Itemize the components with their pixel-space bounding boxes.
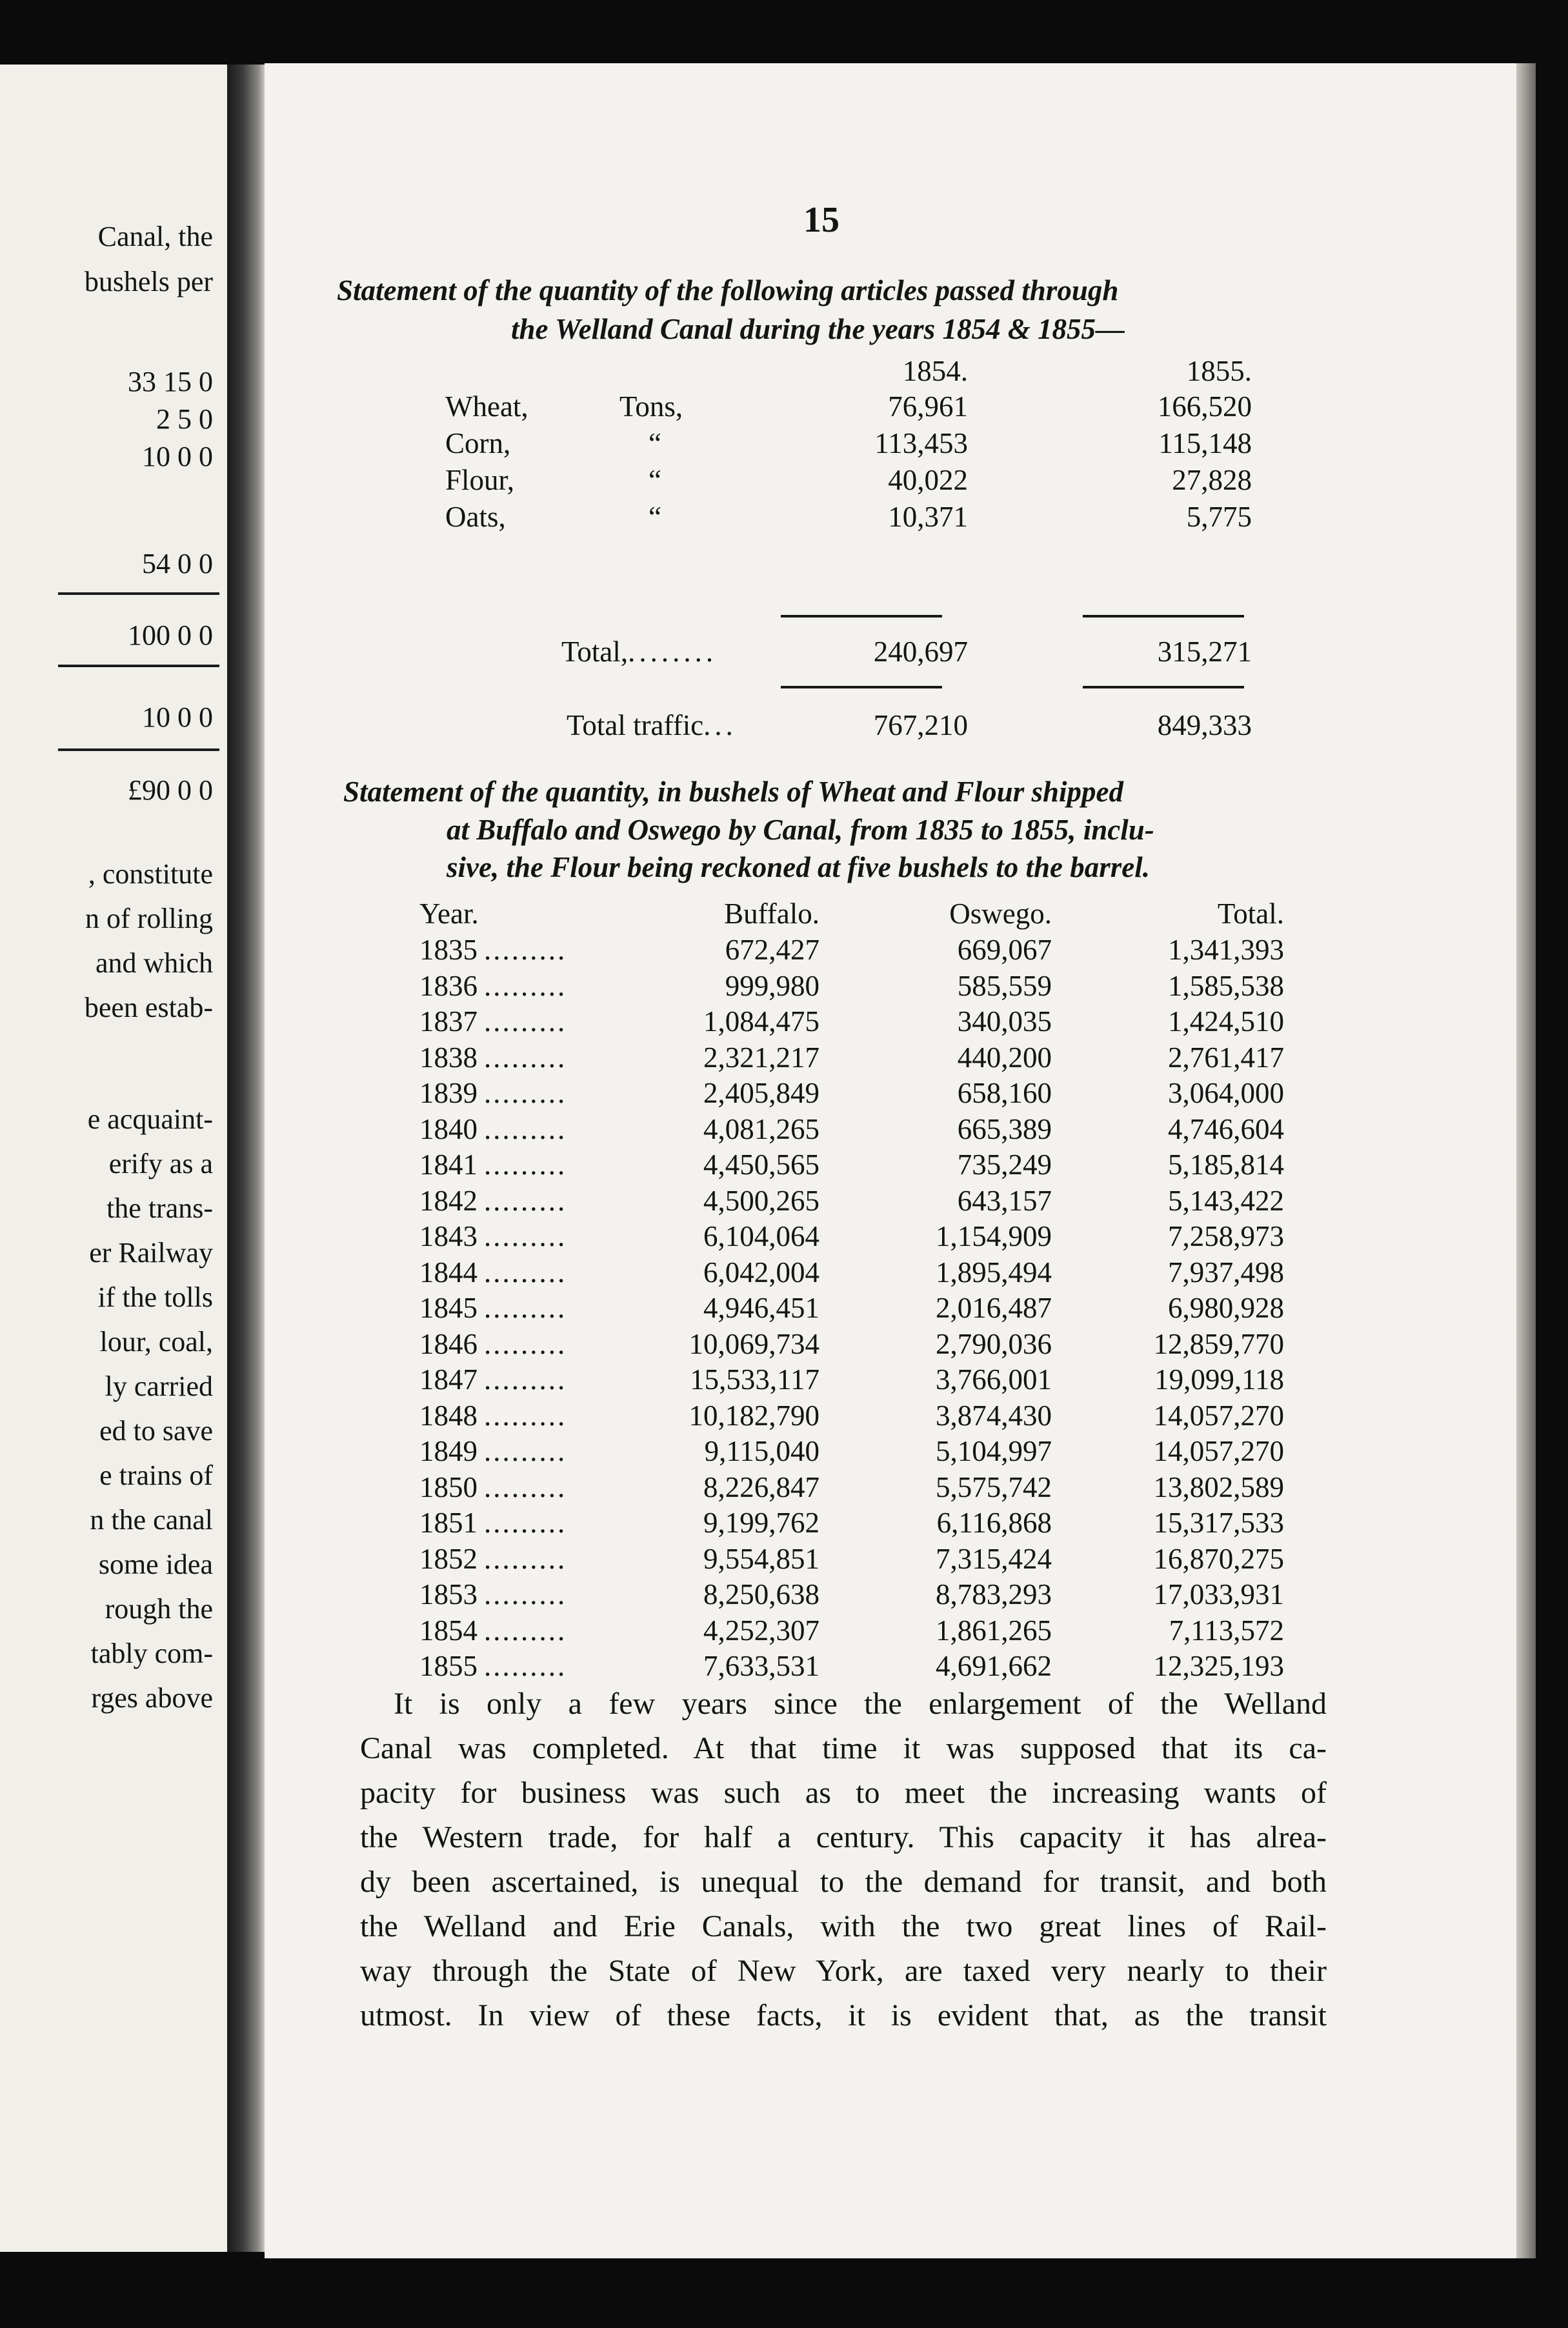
table-row (419, 1437, 1284, 1472)
row-buffalo: 7,633,531 (703, 1650, 819, 1682)
row-buffalo: 4,450,565 (703, 1149, 819, 1181)
leader-dots: ......... (484, 1542, 567, 1575)
row-oswego: 8,783,293 (936, 1578, 1052, 1611)
article-name: Corn, (445, 427, 511, 459)
row-buffalo: 8,250,638 (703, 1578, 819, 1611)
row-oswego: 2,790,036 (936, 1327, 1052, 1360)
row-oswego: 585,559 (957, 969, 1052, 1002)
leader-dots: ......... (484, 1435, 567, 1467)
row-buffalo: 15,533,117 (690, 1363, 819, 1396)
col-1854-header: 1854. (902, 355, 968, 387)
row-total: 1,424,510 (1168, 1005, 1284, 1038)
col-1855-header: 1855. (1186, 355, 1252, 387)
table-row (419, 1470, 1284, 1508)
row-total: 15,317,533 (1153, 1507, 1284, 1539)
table-row (419, 1401, 1284, 1436)
leader-dots: ......... (484, 1399, 567, 1432)
leader-dots: ......... (484, 1041, 567, 1074)
leader-dots: ......... (484, 1327, 567, 1360)
left-page-line: 100 0 0 (128, 619, 213, 651)
buffalo-heading-line-2: at Buffalo and Oswego by Canal, from 1835 to 1855, inclu- (447, 814, 1154, 846)
left-page-line: 54 0 0 (142, 548, 213, 579)
row-year: 1854 (419, 1614, 477, 1647)
row-total: 2,761,417 (1168, 1041, 1284, 1074)
row-buffalo: 10,069,734 (689, 1327, 819, 1360)
leader-dots: ......... (484, 1507, 567, 1539)
left-page-rule (58, 665, 219, 667)
table-row (419, 1112, 1284, 1150)
row-buffalo: 9,554,851 (703, 1542, 819, 1575)
row-year: 1848 (419, 1399, 477, 1432)
row-year: 1855 (419, 1650, 477, 1682)
row-year: 1837 (419, 1005, 477, 1038)
left-page-line: e trains of (99, 1460, 213, 1491)
left-page-line: 10 0 0 (142, 701, 213, 733)
row-year: 1836 (419, 969, 477, 1002)
row-total: 16,870,275 (1153, 1542, 1284, 1575)
left-page-line: Canal, the (97, 221, 213, 252)
welland-heading-line-1: Statement of the quantity of the following articles passed through (337, 274, 1119, 306)
previous-page-fragment (0, 65, 236, 2252)
left-page-line: n of rolling (85, 903, 213, 934)
article-name: Flour, (445, 464, 514, 496)
row-buffalo: 4,081,265 (703, 1112, 819, 1145)
value-1855: 5,775 (1186, 501, 1252, 533)
leader-dots: ......... (484, 1578, 567, 1611)
table-row (419, 969, 1284, 1007)
row-oswego: 3,766,001 (936, 1363, 1052, 1396)
article-name: Oats, (445, 501, 506, 533)
row-buffalo: 4,252,307 (703, 1614, 819, 1647)
page-edge (1516, 63, 1536, 2258)
row-buffalo: 4,500,265 (703, 1184, 819, 1217)
header-total: Total. (1217, 898, 1284, 930)
table-row (419, 1580, 1284, 1615)
row-oswego: 1,154,909 (936, 1220, 1052, 1252)
article-name: Wheat, (445, 390, 528, 423)
row-total: 17,033,931 (1153, 1578, 1284, 1611)
paragraph-line: Canal was completed. At that time it was supposed that its ca- (360, 1731, 1327, 1765)
leader-dots: ......... (484, 1077, 567, 1109)
value-1854: 76,961 (888, 390, 968, 423)
row-year: 1842 (419, 1184, 477, 1217)
row-buffalo: 10,182,790 (689, 1399, 819, 1432)
leader-dots: ......... (484, 1650, 567, 1682)
row-year: 1850 (419, 1470, 477, 1503)
header-oswego: Oswego. (949, 898, 1052, 930)
left-page-line: some idea (98, 1549, 213, 1580)
left-page-line: bushels per (84, 266, 213, 297)
row-year: 1846 (419, 1327, 477, 1360)
welland-total-row: Total,........ (561, 636, 718, 668)
traffic-1854: 767,210 (873, 709, 968, 741)
leader-dots: ......... (484, 1256, 567, 1289)
row-buffalo: 999,980 (725, 969, 819, 1002)
row-oswego: 643,157 (957, 1184, 1052, 1217)
left-page-line: ly carried (105, 1370, 213, 1402)
buffalo-heading-line-3: sive, the Flour being reckoned at five bushels to the barrel. (447, 851, 1150, 883)
leader-dots: ......... (484, 969, 567, 1002)
row-total: 7,937,498 (1168, 1256, 1284, 1289)
row-total: 1,585,538 (1168, 969, 1284, 1002)
row-total: 12,859,770 (1153, 1327, 1284, 1360)
row-buffalo: 6,104,064 (703, 1220, 819, 1252)
row-year: 1840 (419, 1112, 477, 1145)
leader-dots: ......... (484, 1470, 567, 1503)
welland-heading-line-2: the Welland Canal during the years 1854 & 1855— (511, 313, 1125, 345)
row-buffalo: 6,042,004 (703, 1256, 819, 1289)
row-oswego: 669,067 (957, 934, 1052, 966)
row-oswego: 735,249 (957, 1149, 1052, 1181)
row-total: 12,325,193 (1153, 1650, 1284, 1682)
row-buffalo: 4,946,451 (703, 1292, 819, 1324)
row-buffalo: 8,226,847 (703, 1470, 819, 1503)
leader-dots: ......... (484, 934, 567, 966)
row-total: 3,064,000 (1168, 1077, 1284, 1109)
row-oswego: 1,861,265 (936, 1614, 1052, 1647)
row-year: 1849 (419, 1435, 477, 1467)
traffic-label: Total traffic (567, 709, 704, 741)
row-oswego: 5,575,742 (936, 1470, 1052, 1503)
left-page-rule (58, 748, 219, 751)
left-page-line: 10 0 0 (142, 441, 213, 472)
row-total: 13,802,589 (1153, 1470, 1284, 1503)
row-year: 1851 (419, 1507, 477, 1539)
left-page-line: 2 5 0 (156, 403, 213, 435)
left-page-line: rough the (105, 1593, 213, 1625)
table-row (419, 1007, 1284, 1042)
total-rule-1854 (781, 615, 942, 617)
table-row (419, 1294, 1284, 1329)
row-buffalo: 9,199,762 (703, 1507, 819, 1539)
left-page-line: been estab- (84, 992, 213, 1023)
table-row (419, 1327, 1284, 1365)
leader-dots: ......... (484, 1614, 567, 1647)
total-label: Total, (561, 636, 628, 668)
total-1854: 240,697 (873, 636, 968, 668)
row-buffalo: 1,084,475 (703, 1005, 819, 1038)
paragraph-line: way through the State of New York, are taxed very nearly to their (360, 1954, 1327, 1988)
row-buffalo: 2,405,849 (703, 1077, 819, 1109)
row-oswego: 665,389 (957, 1112, 1052, 1145)
total-1855: 315,271 (1157, 636, 1252, 668)
row-oswego: 2,016,487 (936, 1292, 1052, 1324)
row-total: 4,746,604 (1168, 1112, 1284, 1145)
row-total: 7,113,572 (1169, 1614, 1284, 1647)
left-page-line: tably com- (90, 1638, 213, 1669)
buffalo-table-header (419, 899, 1284, 934)
row-year: 1844 (419, 1256, 477, 1289)
value-1855: 115,148 (1158, 427, 1252, 459)
row-oswego: 1,895,494 (936, 1256, 1052, 1289)
leader-dots: ......... (484, 1363, 567, 1396)
left-page-line: the trans- (106, 1192, 213, 1224)
left-page-line: e acquaint- (87, 1103, 213, 1135)
row-year: 1838 (419, 1041, 477, 1074)
row-total: 19,099,118 (1154, 1363, 1284, 1396)
left-page-line: 33 15 0 (128, 366, 213, 397)
table-row (419, 1043, 1284, 1078)
welland-traffic-row: Total traffic... (567, 709, 737, 741)
book-gutter (227, 65, 266, 2252)
left-page-line: ed to save (99, 1415, 213, 1447)
row-total: 7,258,973 (1168, 1220, 1284, 1252)
table-row (419, 1150, 1284, 1185)
left-page-line: n the canal (90, 1504, 213, 1536)
leader-dots: ......... (484, 1220, 567, 1252)
left-page-line: , constitute (88, 858, 213, 890)
traffic-1855: 849,333 (1157, 709, 1252, 741)
buffalo-heading-line-1: Statement of the quantity, in bushels of Wheat and Flour shipped (343, 776, 1123, 808)
row-year: 1852 (419, 1542, 477, 1575)
row-year: 1835 (419, 934, 477, 966)
total-rule-1855 (1083, 615, 1244, 617)
value-1854: 113,453 (874, 427, 968, 459)
leader-dots: ......... (484, 1112, 567, 1145)
row-buffalo: 2,321,217 (703, 1041, 819, 1074)
row-oswego: 7,315,424 (936, 1542, 1052, 1575)
leader-dots: ......... (484, 1005, 567, 1038)
table-row (419, 1184, 1284, 1221)
traffic-rule-1854 (781, 686, 942, 688)
header-buffalo: Buffalo. (724, 898, 819, 930)
left-page-rule (58, 592, 219, 595)
table-row (419, 936, 1284, 970)
row-total: 6,980,928 (1168, 1292, 1284, 1324)
table-row (419, 1542, 1284, 1580)
table-row (419, 1079, 1284, 1114)
row-year: 1841 (419, 1149, 477, 1181)
table-row (419, 1258, 1284, 1293)
row-total: 14,057,270 (1153, 1435, 1284, 1467)
paragraph-line: the Welland and Erie Canals, with the two great lines of Rail- (360, 1909, 1327, 1943)
article-unit: “ (648, 464, 661, 496)
row-total: 5,143,422 (1168, 1184, 1284, 1217)
paragraph-line: dy been ascertained, is unequal to the demand for transit, and both (360, 1865, 1327, 1899)
article-unit: “ (648, 427, 661, 459)
table-row (419, 1365, 1284, 1400)
row-year: 1843 (419, 1220, 477, 1252)
left-page-line: lour, coal, (99, 1326, 213, 1358)
row-buffalo: 672,427 (725, 934, 819, 966)
leader-dots: ......... (484, 1292, 567, 1324)
paragraph-line: the Western trade, for half a century. This capacity it has alrea- (360, 1820, 1327, 1854)
left-page-line: and which (95, 947, 213, 979)
row-oswego: 340,035 (957, 1005, 1052, 1038)
value-1855: 166,520 (1157, 390, 1252, 423)
article-unit: Tons, (619, 390, 683, 423)
row-year: 1839 (419, 1077, 477, 1109)
paragraph-line: It is only a few years since the enlargement of the Welland (394, 1687, 1327, 1721)
row-oswego: 3,874,430 (936, 1399, 1052, 1432)
row-year: 1853 (419, 1578, 477, 1611)
page-number: 15 (803, 200, 839, 240)
paragraph-line: utmost. In view of these facts, it is evident that, as the transit (360, 1998, 1327, 2032)
leader-dots: ......... (484, 1184, 567, 1217)
value-1854: 40,022 (888, 464, 968, 496)
left-page-line: erify as a (108, 1148, 213, 1179)
row-total: 5,185,814 (1168, 1149, 1284, 1181)
left-page-line: £90 0 0 (128, 774, 213, 806)
table-row (419, 1222, 1284, 1257)
table-row (419, 1509, 1284, 1543)
row-buffalo: 9,115,040 (704, 1435, 819, 1467)
paragraph-line: pacity for business was such as to meet the increasing wants of (360, 1776, 1327, 1810)
page (265, 63, 1516, 2258)
row-oswego: 4,691,662 (936, 1650, 1052, 1682)
header-year: Year. (419, 898, 479, 930)
row-oswego: 658,160 (957, 1077, 1052, 1109)
row-total: 1,341,393 (1168, 934, 1284, 966)
leader-dots: ......... (484, 1149, 567, 1181)
row-oswego: 440,200 (957, 1041, 1052, 1074)
left-page-line: er Railway (89, 1237, 213, 1269)
row-oswego: 6,116,868 (936, 1507, 1052, 1539)
traffic-rule-1855 (1083, 686, 1244, 688)
row-oswego: 5,104,997 (936, 1435, 1052, 1467)
row-total: 14,057,270 (1153, 1399, 1284, 1432)
row-year: 1847 (419, 1363, 477, 1396)
row-year: 1845 (419, 1292, 477, 1324)
article-unit: “ (648, 501, 661, 533)
left-page-line: rges above (91, 1682, 213, 1714)
value-1854: 10,371 (888, 501, 968, 533)
table-row (419, 1616, 1284, 1651)
value-1855: 27,828 (1172, 464, 1252, 496)
left-page-line: if the tolls (97, 1281, 213, 1313)
